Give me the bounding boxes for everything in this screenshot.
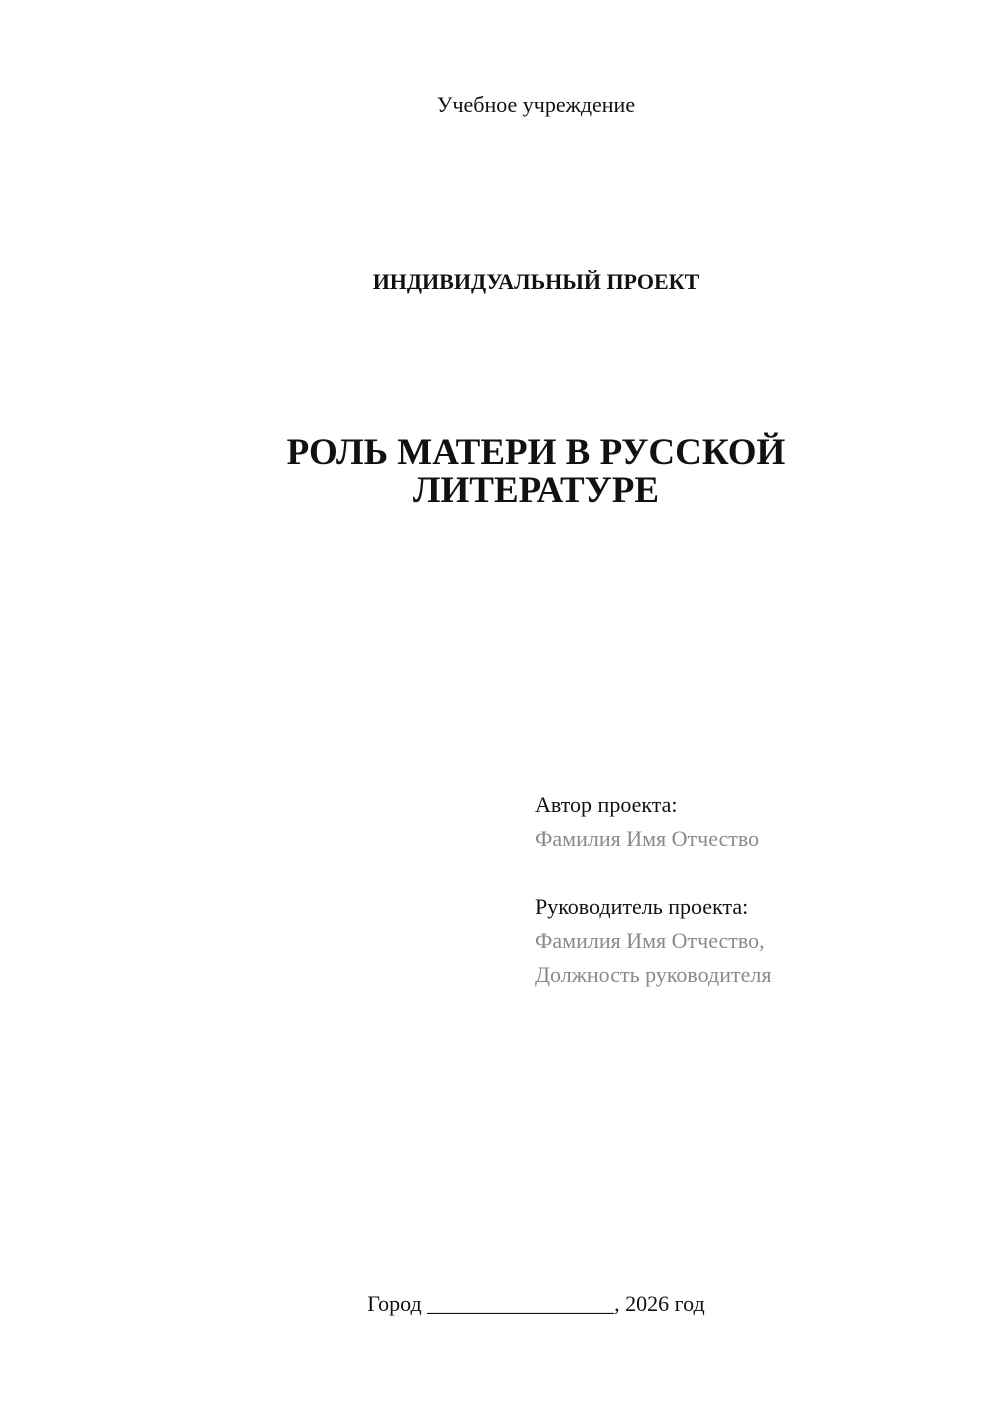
info-spacer	[535, 856, 771, 890]
institution-name: Учебное учреждение	[436, 92, 636, 117]
supervisor-name-placeholder: Фамилия Имя Отчество,	[535, 928, 765, 953]
document-type: ИНДИВИДУАЛЬНЫЙ ПРОЕКТ	[372, 269, 700, 294]
project-title-line-2: ЛИТЕРАТУРЕ	[412, 470, 660, 511]
author-label: Автор проекта:	[535, 792, 678, 817]
project-title	[0, 434, 1000, 510]
project-title-line-1: РОЛЬ МАТЕРИ В РУССКОЙ	[286, 432, 786, 473]
project-info-block	[535, 788, 771, 992]
author-name-placeholder: Фамилия Имя Отчество	[535, 826, 760, 851]
city-year-line: Город _________________, 2026 год	[367, 1291, 705, 1316]
supervisor-position-placeholder: Должность руководителя	[535, 962, 772, 987]
supervisor-label: Руководитель проекта:	[535, 894, 749, 919]
